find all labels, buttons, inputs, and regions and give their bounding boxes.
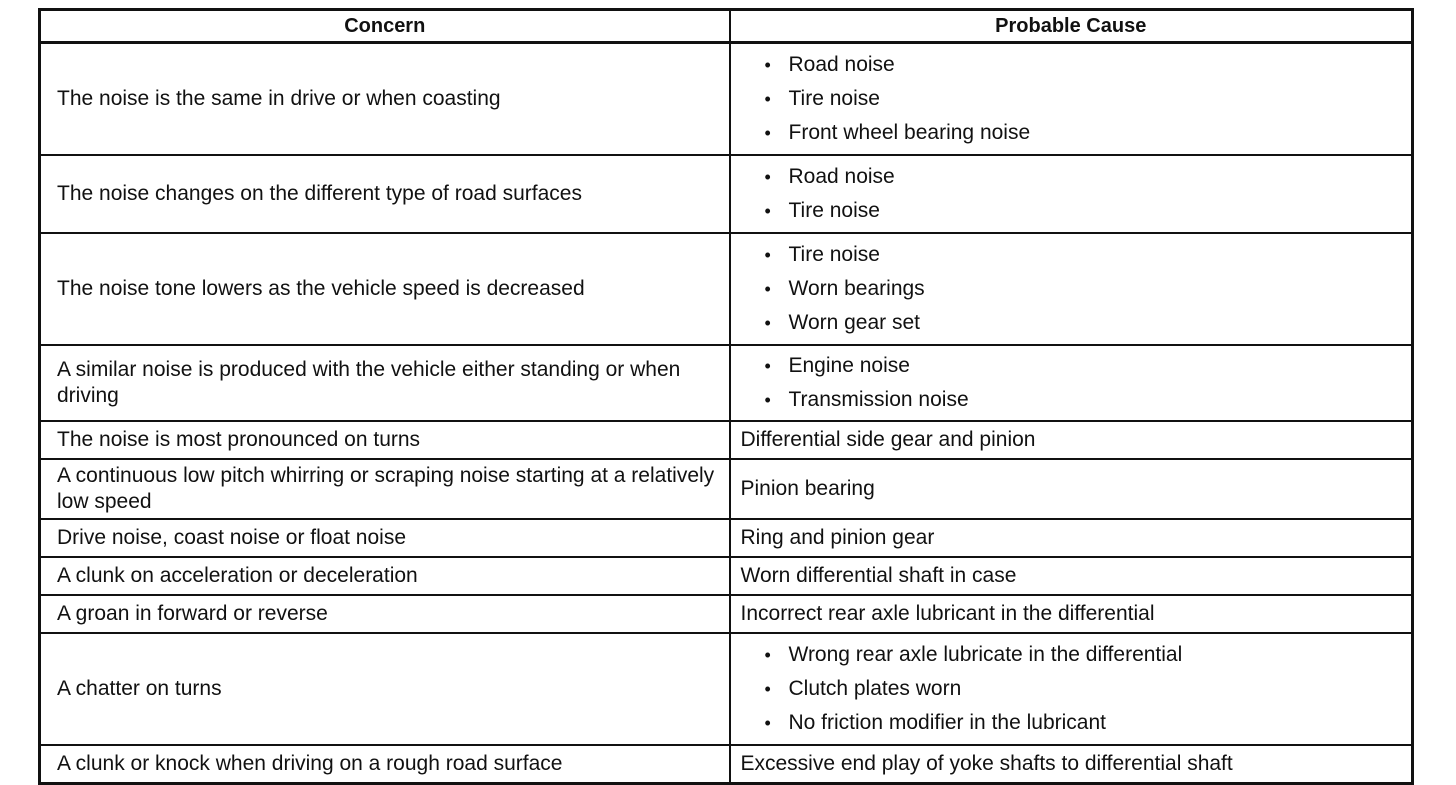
diagnosis-table [38,8,1414,785]
cause-list [741,48,1398,150]
concern-cell: A continuous low pitch whirring or scraping noise starting at a relatively low speed [40,459,730,519]
cause-cell [730,233,1413,345]
table-row [40,519,1413,557]
cause-item: • Worn gear set [765,306,1398,340]
table-row [40,155,1413,233]
concern-cell: The noise is most pronounced on turns [40,421,730,459]
cause-cell [730,633,1413,745]
concern-cell: A clunk or knock when driving on a rough road surface [40,745,730,784]
cause-item: • Clutch plates worn [765,672,1398,706]
table-row [40,745,1413,784]
cause-item: • Engine noise [765,349,1398,383]
cause-item: • Road noise [765,160,1398,194]
cause-cell [730,43,1413,156]
concern-cell: A clunk on acceleration or deceleration [40,557,730,595]
cause-list [741,638,1398,740]
cause-item: • Transmission noise [765,383,1398,417]
document-page [38,8,1411,785]
table-row [40,345,1413,421]
cause-cell: Differential side gear and pinion [730,421,1413,459]
cause-cell [730,155,1413,233]
table-row [40,595,1413,633]
table-row [40,233,1413,345]
cause-list [741,238,1398,340]
cause-item: • Tire noise [765,238,1398,272]
table-row [40,557,1413,595]
cause-item: • Tire noise [765,194,1398,228]
cause-item: • Worn bearings [765,272,1398,306]
cause-item: • No friction modifier in the lubricant [765,706,1398,740]
cause-cell: Ring and pinion gear [730,519,1413,557]
cause-item: • Front wheel bearing noise [765,116,1398,150]
concern-cell: A groan in forward or reverse [40,595,730,633]
header-probable-cause: Probable Cause [730,10,1413,43]
cause-cell: Pinion bearing [730,459,1413,519]
header-concern: Concern [40,10,730,43]
cause-list [741,349,1398,417]
concern-cell: The noise changes on the different type of road surfaces [40,155,730,233]
concern-cell: A chatter on turns [40,633,730,745]
cause-item: • Tire noise [765,82,1398,116]
concern-cell: A similar noise is produced with the vehicle either standing or when driving [40,345,730,421]
cause-item: • Road noise [765,48,1398,82]
cause-cell: Worn differential shaft in case [730,557,1413,595]
concern-cell: Drive noise, coast noise or float noise [40,519,730,557]
cause-cell [730,345,1413,421]
cause-cell: Incorrect rear axle lubricant in the differential [730,595,1413,633]
concern-cell: The noise is the same in drive or when coasting [40,43,730,156]
table-row [40,459,1413,519]
table-row [40,43,1413,156]
table-header-row [40,10,1413,43]
cause-list [741,160,1398,228]
table-row [40,633,1413,745]
cause-cell: Excessive end play of yoke shafts to differential shaft [730,745,1413,784]
concern-cell: The noise tone lowers as the vehicle speed is decreased [40,233,730,345]
cause-item: • Wrong rear axle lubricate in the differential [765,638,1398,672]
table-row [40,421,1413,459]
